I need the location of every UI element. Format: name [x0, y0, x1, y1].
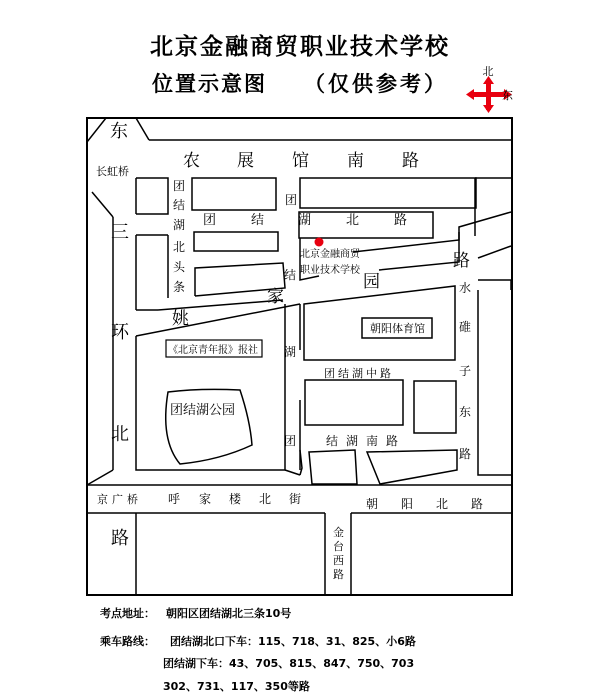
label-tjh-vertical-2: 结	[284, 268, 297, 282]
route-label: 乘车路线：	[100, 635, 155, 648]
map-roads	[87, 118, 511, 595]
label-beitoutiao-3: 湖	[173, 218, 186, 232]
label-hujialou-2: 家	[199, 492, 212, 506]
label-nanlu-5: 路	[386, 434, 399, 448]
label-jintai-2: 台	[333, 540, 344, 553]
school-label-line-1: 北京金融商贸	[300, 249, 360, 260]
label-shuiduizi-4: 东	[459, 405, 472, 419]
label-chaoyangbeilu-1: 朝	[366, 497, 379, 511]
route-line-2: 团结湖下车：43、705、815、847、750、703	[163, 657, 415, 670]
label-hujialou-5: 街	[289, 492, 302, 506]
route-line-3: 302、731、117、350等路	[163, 680, 310, 693]
label-jintai-1: 金	[333, 526, 344, 539]
label-dong: 东	[110, 121, 128, 142]
map-subtitle: 位置示意图	[152, 71, 267, 96]
label-yaojiayuan-3: 园	[363, 272, 380, 292]
label-shuiduizi-1: 水	[459, 281, 472, 295]
label-zhonglu: 团结湖中路	[324, 367, 394, 380]
label-beitoutiao-5: 头	[173, 260, 186, 274]
label-beilu-5: 路	[394, 213, 408, 228]
label-beitoutiao-2: 结	[173, 198, 186, 212]
address-label: 考点地址：	[100, 607, 155, 620]
label-sanhuan-3: 北	[111, 424, 129, 445]
label-nongzhanguan-5: 路	[402, 151, 419, 171]
label-hujialou-1: 呼	[168, 492, 181, 506]
label-tjh-vertical-1: 团	[285, 193, 298, 207]
label-hujialou-4: 北	[259, 492, 272, 506]
label-nanlu-3: 湖	[346, 434, 359, 448]
label-yaojiayuan-1: 姚	[172, 309, 189, 329]
label-nongzhanguan-1: 农	[183, 151, 200, 171]
park-outline	[166, 389, 252, 464]
label-changhongqiao: 长虹桥	[96, 165, 129, 178]
label-jintai-3: 西	[333, 554, 344, 567]
label-nongzhanguan-4: 南	[347, 151, 364, 171]
label-nongzhanguan-3: 馆	[292, 151, 309, 171]
address-value: 朝阳区团结湖北三条10号	[166, 607, 292, 620]
compass-east-label: 东	[502, 89, 513, 102]
compass-north-label: 北	[482, 65, 494, 78]
school-label-line-2: 职业技术学校	[300, 265, 360, 276]
label-beilu-3: 湖	[298, 213, 312, 228]
label-tjh-vertical-3: 湖	[284, 345, 297, 359]
label-sanhuan-1: 三	[111, 222, 129, 243]
label-sanhuan-4: 路	[111, 528, 129, 549]
label-nongzhanguan-2: 展	[237, 151, 254, 171]
park-label: 团结湖公园	[170, 403, 236, 418]
label-chaoyangbeilu-4: 路	[471, 497, 484, 511]
route-line-1: 团结湖北口下车：115、718、31、825、小6路	[170, 635, 416, 648]
label-shuiduizi-2: 碓	[459, 320, 472, 334]
map-title: 北京金融商贸职业技术学校	[150, 33, 450, 60]
label-beilu-1: 团	[203, 213, 217, 228]
gym-label: 朝阳体育馆	[370, 322, 425, 335]
label-beilu-4: 北	[346, 213, 360, 228]
label-beilu-2: 结	[251, 213, 265, 228]
label-beitoutiao-1: 团	[173, 179, 186, 193]
label-shuiduizi-5: 路	[459, 447, 472, 461]
label-beitoutiao-6: 条	[173, 280, 186, 294]
newspaper-label: 《北京青年报》报社	[168, 345, 258, 356]
label-chaoyangbeilu-2: 阳	[401, 497, 414, 511]
label-hujialou-3: 楼	[229, 492, 242, 506]
label-nanlu-1: 团	[284, 434, 297, 448]
label-nanlu-2: 结	[326, 434, 339, 448]
label-beitoutiao-4: 北	[173, 240, 186, 254]
label-nanlu-4: 南	[366, 434, 379, 448]
label-sanhuan-2: 环	[111, 322, 129, 343]
label-jingguangqiao: 京广桥	[97, 493, 142, 506]
label-yaojiayuan-2: 家	[267, 287, 284, 307]
label-jintai-4: 路	[333, 568, 344, 581]
label-yaojiayuan-4: 路	[453, 251, 470, 271]
label-shuiduizi-3: 子	[459, 364, 472, 378]
school-marker-icon	[315, 238, 324, 247]
map-disclaimer: （仅供参考）	[304, 71, 448, 96]
label-chaoyangbeilu-3: 北	[436, 497, 449, 511]
